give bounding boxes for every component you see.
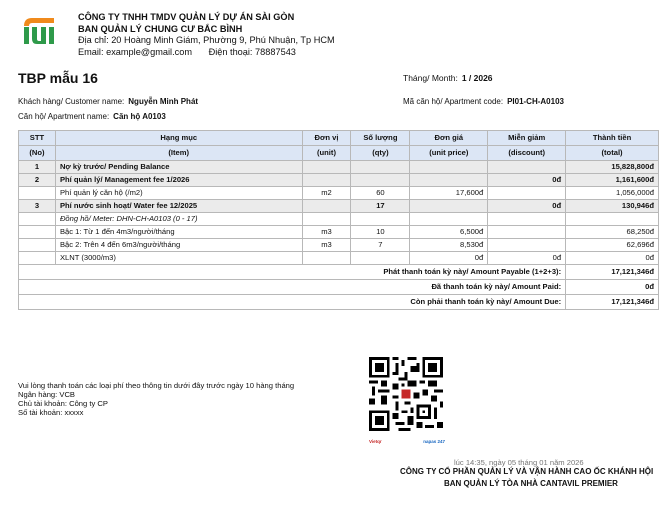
total-due-value: 17,121,346đ (566, 295, 659, 310)
company-header (78, 12, 335, 58)
cell-qty: 7 (351, 239, 410, 252)
table-header-row-2 (19, 146, 659, 161)
table-row (19, 239, 659, 252)
company-phone: Điện thoại: 78887543 (208, 46, 296, 57)
company-contact (78, 47, 335, 59)
account-number: Số tài khoản: xxxxx (18, 408, 84, 417)
cell-total: 15,828,800đ (566, 161, 659, 174)
cell-qty: 60 (351, 187, 410, 200)
table-row (19, 174, 659, 187)
header-qty-en: (qty) (351, 146, 410, 161)
apartment-code-value: PI01-CH-A0103 (507, 97, 564, 106)
cell-item: Đồng hồ/ Meter: DHN-CH-A0103 (0 - 17) (55, 213, 302, 226)
cell-no: 2 (19, 174, 56, 187)
cell-no (19, 252, 56, 265)
cell-item: Phí nước sinh hoạt/ Water fee 12/2025 (55, 200, 302, 213)
month-value: 1 / 2026 (461, 73, 493, 83)
total-due-label: Còn phải thanh toán kỳ này/ Amount Due: (19, 295, 566, 310)
cell-discount (488, 213, 566, 226)
table-row (19, 161, 659, 174)
cell-no (19, 187, 56, 200)
cell-item: Nợ kỳ trước/ Pending Balance (55, 161, 302, 174)
customer-name-label: Khách hàng/ Customer name: (18, 97, 125, 106)
cell-qty (351, 252, 410, 265)
cell-item: Phí quản lý/ Management fee 1/2026 (55, 174, 302, 187)
cell-price (410, 161, 488, 174)
document-title: TBP mẫu 16 (18, 70, 98, 86)
cell-unit (302, 161, 351, 174)
table-row (19, 187, 659, 200)
management-board: BAN QUẢN LÝ CHUNG CƯ BẮC BÌNH (78, 23, 243, 34)
cell-price (410, 213, 488, 226)
payment-qr-code (369, 357, 443, 431)
cell-price: 17,600đ (410, 187, 488, 200)
cell-no (19, 239, 56, 252)
apartment-code-label: Mã căn hộ/ Apartment code: (403, 97, 504, 106)
cell-unit (302, 252, 351, 265)
cell-unit: m3 (302, 226, 351, 239)
cell-total: 0đ (566, 252, 659, 265)
table-header-row-1 (19, 131, 659, 146)
total-paid-row (19, 280, 659, 295)
table-row (19, 200, 659, 213)
header-no-en: (No) (19, 146, 56, 161)
cell-total: 62,696đ (566, 239, 659, 252)
header-no: STT (19, 131, 56, 146)
total-payable-row (19, 265, 659, 280)
cell-item: Bậc 2: Trên 4 đến 6m3/người/tháng (55, 239, 302, 252)
header-discount: Miễn giảm (488, 131, 566, 146)
header-discount-en: (discount) (488, 146, 566, 161)
cell-item: XLNT (3000/m3) (55, 252, 302, 265)
apartment-name (18, 112, 166, 121)
header-total-en: (total) (566, 146, 659, 161)
cell-unit: m2 (302, 187, 351, 200)
signature-company: CÔNG TY CỔ PHẦN QUẢN LÝ VÀ VẬN HÀNH CAO ỐC KHÁNH HỘI (400, 467, 654, 476)
header-price-en: (unit price) (410, 146, 488, 161)
customer-name-value: Nguyễn Minh Phát (128, 97, 199, 106)
company-logo (22, 16, 56, 46)
vietqr-logo: Vietqr (369, 439, 382, 444)
cell-discount: 0đ (488, 174, 566, 187)
cell-total: 1,161,600đ (566, 174, 659, 187)
total-due-row (19, 295, 659, 310)
customer-name (18, 97, 198, 106)
payment-notes (18, 381, 294, 417)
cell-price: 0đ (410, 252, 488, 265)
cell-discount (488, 226, 566, 239)
cell-total: 130,946đ (566, 200, 659, 213)
cell-price: 8,530đ (410, 239, 488, 252)
payment-instruction: Vui lòng thanh toán các loại phí theo thông tin dưới đây trước ngày 10 hàng tháng (18, 381, 295, 390)
company-address: Địa chỉ: 20 Hoàng Minh Giám, Phường 9, Phú Nhuận, Tp HCM (78, 35, 335, 45)
cell-discount (488, 187, 566, 200)
cell-no: 1 (19, 161, 56, 174)
header-item: Hạng mục (55, 131, 302, 146)
cell-price: 6,500đ (410, 226, 488, 239)
cell-qty: 17 (351, 200, 410, 213)
header-qty: Số lượng (351, 131, 410, 146)
account-holder: Chủ tài khoản: Công ty CP (18, 399, 108, 408)
cell-unit (302, 200, 351, 213)
header-unit: Đơn vị (302, 131, 351, 146)
billing-month (403, 73, 493, 83)
company-name: CÔNG TY TNHH TMDV QUẢN LÝ DỰ ÁN SÀI GÒN (78, 12, 295, 22)
cell-item: Bậc 1: Từ 1 đến 4m3/người/tháng (55, 226, 302, 239)
cell-discount: 0đ (488, 252, 566, 265)
apartment-name-value: Căn hộ A0103 (113, 112, 166, 121)
table-row (19, 226, 659, 239)
cell-qty (351, 161, 410, 174)
table-row (19, 213, 659, 226)
apartment-code (403, 97, 564, 106)
cell-qty (351, 174, 410, 187)
apartment-name-label: Căn hộ/ Apartment name: (18, 112, 110, 121)
cell-price (410, 174, 488, 187)
cell-unit (302, 174, 351, 187)
cell-item: Phí quản lý căn hộ (/m2) (55, 187, 302, 200)
cell-no (19, 226, 56, 239)
total-payable-value: 17,121,346đ (566, 265, 659, 280)
header-unit-en: (unit) (302, 146, 351, 161)
cell-unit: m3 (302, 239, 351, 252)
cell-qty (351, 213, 410, 226)
company-email: Email: example@gmail.com (78, 46, 192, 57)
header-price: Đơn giá (410, 131, 488, 146)
napas-logo: napas 247 (423, 439, 445, 444)
cell-no: 3 (19, 200, 56, 213)
cell-price (410, 200, 488, 213)
cell-discount (488, 161, 566, 174)
cell-total: 1,056,000đ (566, 187, 659, 200)
total-paid-label: Đã thanh toán kỳ này/ Amount Paid: (19, 280, 566, 295)
cell-qty: 10 (351, 226, 410, 239)
total-paid-value: 0đ (566, 280, 659, 295)
cell-unit (302, 213, 351, 226)
header-item-en: (Item) (55, 146, 302, 161)
month-label: Tháng/ Month: (403, 73, 458, 83)
signature-board: BAN QUẢN LÝ TÒA NHÀ CANTAVIL PREMIER (444, 479, 618, 488)
cell-discount (488, 239, 566, 252)
header-total: Thành tiền (566, 131, 659, 146)
signature-timestamp: lúc 14:35, ngày 05 tháng 01 năm 2026 (454, 458, 584, 467)
cell-total (566, 213, 659, 226)
bank-name: Ngân hàng: VCB (18, 390, 75, 399)
table-row (19, 252, 659, 265)
cell-discount: 0đ (488, 200, 566, 213)
cell-total: 68,250đ (566, 226, 659, 239)
cell-no (19, 213, 56, 226)
invoice-table (18, 130, 659, 310)
total-payable-label: Phát thanh toán kỳ này/ Amount Payable (1+2+3): (19, 265, 566, 280)
